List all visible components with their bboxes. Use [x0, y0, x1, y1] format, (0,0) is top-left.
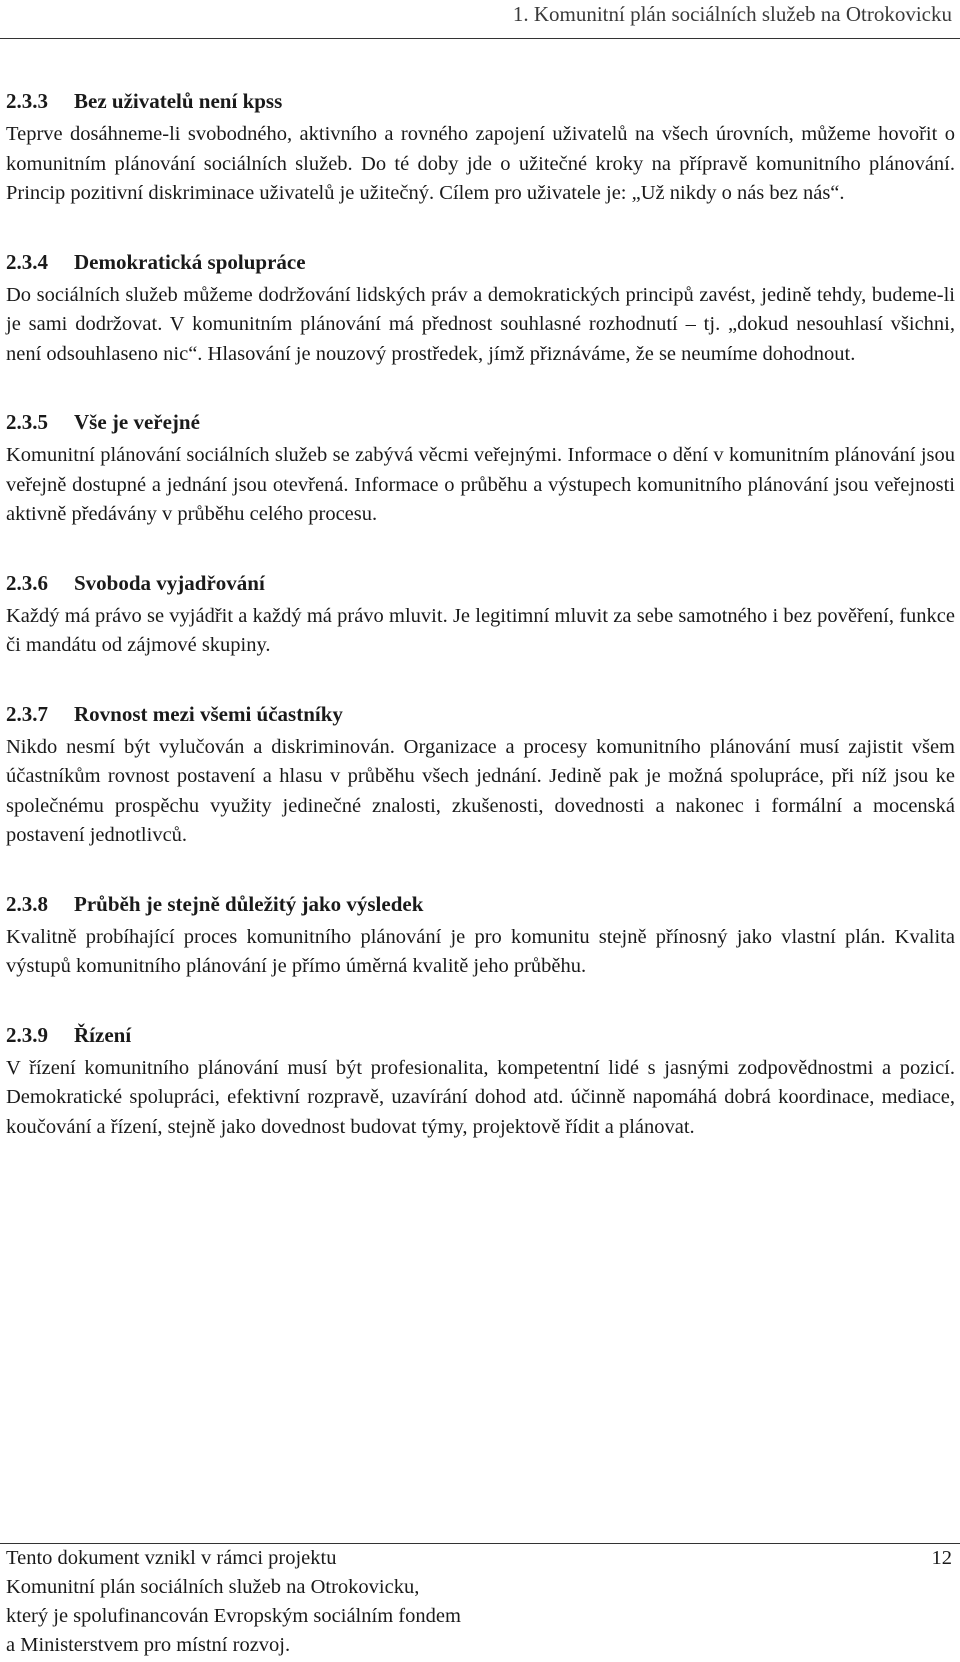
footer-line: který je spolufinancován Evropským sociálním fondem [6, 1605, 461, 1627]
section-title: Svoboda vyjadřování [74, 570, 265, 595]
section-paragraph: Teprve dosáhneme-li svobodného, aktivního a rovného zapojení uživatelů na všech úrovních, můžeme hovořit o komunitním plánování sociálních služeb. Do té doby jde o užitečné kroky na přípravě komunitního plánování. Princip pozitivní diskriminace uživatelů je užitečný. Cílem pro uživatele je: „Už nikdy o nás bez nás“. [6, 123, 955, 204]
section-heading [6, 568, 955, 598]
section-2-3-8 [6, 889, 955, 982]
section-heading [6, 407, 955, 437]
section-heading [6, 889, 955, 919]
page-content [6, 86, 955, 1180]
section-2-3-3 [6, 86, 955, 209]
section-paragraph: Nikdo nesmí být vylučován a diskriminován. Organizace a procesy komunitního plánování musí zajistit všem účastníkům rovnost postavení a hlasu v průběhu všech jednání. Jedině pak je možná spolupráce, při níž jsou ke společnému prospěchu využity jedinečné znalosti, zkušenosti, dovednosti a nakonec i formální a mocenská postavení jednotlivců. [6, 735, 955, 846]
section-number: 2.3.9 [6, 1022, 48, 1047]
section-title: Řízení [74, 1022, 132, 1047]
footer-line: a Ministerstvem pro místní rozvoj. [6, 1634, 291, 1656]
footer-line: Tento dokument vznikl v rámci projektu [6, 1547, 337, 1569]
section-title: Průběh je stejně důležitý jako výsledek [74, 891, 424, 916]
section-heading [6, 699, 955, 729]
section-2-3-7 [6, 699, 955, 851]
section-title: Vše je veřejné [74, 410, 200, 434]
section-2-3-6 [6, 568, 955, 661]
section-heading [6, 247, 955, 277]
header-rule [0, 38, 960, 39]
section-2-3-5 [6, 407, 955, 530]
section-number: 2.3.6 [6, 570, 48, 595]
page-footer [6, 1544, 955, 1660]
section-title: Demokratická spolupráce [74, 249, 306, 274]
section-number: 2.3.5 [6, 410, 48, 434]
section-number: 2.3.7 [6, 701, 48, 726]
running-header: 1. Komunitní plán sociálních služeb na Otrokovicku [512, 2, 952, 26]
section-2-3-9 [6, 1020, 955, 1143]
section-number: 2.3.4 [6, 249, 48, 274]
page-number: 12 [931, 1547, 952, 1569]
section-2-3-4 [6, 247, 955, 370]
section-title: Bez uživatelů není kpss [74, 89, 283, 113]
section-paragraph: Každý má právo se vyjádřit a každý má právo mluvit. Je legitimní mluvit za sebe samotného i bez pověření, funkce či mandátu od zájmové skupiny. [6, 604, 955, 656]
section-paragraph: Do sociálních služeb můžeme dodržování lidských práv a demokratických principů zavést, jedině tehdy, budeme-li je sami dodržovat. V komunitním plánování má přednost souhlasné rozhodnutí – tj. „dokud nesouhlasí všichni, není odsouhlaseno nic“. Hlasování je nouzový prostředek, jímž přiznáváme, že se neumíme dohodnout. [6, 283, 955, 365]
section-paragraph: Komunitní plánování sociálních služeb se zabývá věcmi veřejnými. Informace o dění v komunitním plánování jsou veřejně dostupné a jednání jsou otevřená. Informace o průběhu a výstupech komunitního plánování jsou veřejnosti aktivně předávány v průběhu celého procesu. [6, 444, 955, 525]
section-paragraph: Kvalitně probíhající proces komunitního plánování je pro komunitu stejně přínosný jako vlastní plán. Kvalita výstupů komunitního plánování je přímo úměrná kvalitě jeho průběhu. [6, 925, 955, 977]
section-number: 2.3.3 [6, 89, 48, 113]
section-paragraph: V řízení komunitního plánování musí být profesionalita, kompetentní lidé s jasnými zodpovědnostmi a pozicí. Demokratické spolupráci, efektivní rozpravě, uzavírání dohod atd. účinně napomáhá dobrá koordinace, mediace, koučování a řízení, stejně jako dovednost budovat týmy, projektově řídit a plánovat. [6, 1056, 955, 1138]
footer-line: Komunitní plán sociálních služeb na Otrokovicku, [6, 1576, 420, 1598]
section-number: 2.3.8 [6, 891, 48, 916]
section-heading [6, 86, 955, 116]
section-heading [6, 1020, 955, 1050]
section-title: Rovnost mezi všemi účastníky [74, 701, 343, 726]
